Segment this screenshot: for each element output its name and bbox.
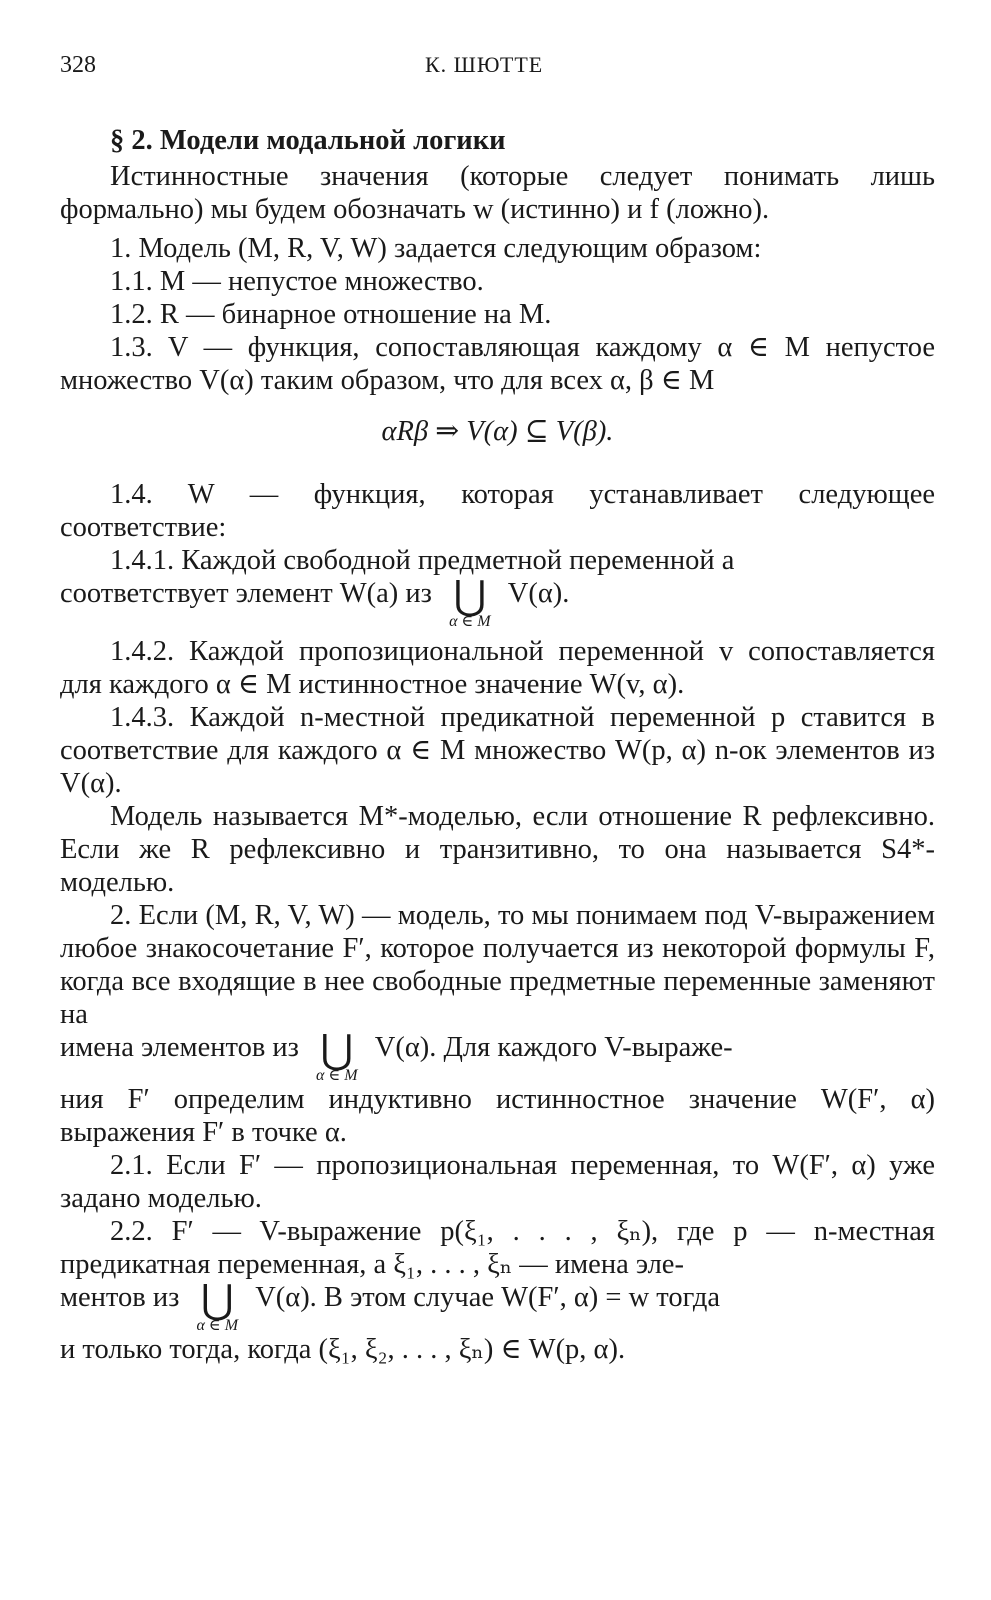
paragraph-2-2-text: ментов из xyxy=(60,1282,180,1313)
paragraph-1-4-3: 1.4.3. Каждой n-местной предикатной переменной p ставится в соответствие для каждого α ∈ M множество W(p, α) n-ок элементов из V(α). xyxy=(60,702,935,799)
page-number: 328 xyxy=(60,52,96,78)
paragraph-1-4: 1.4. W — функция, которая устанавливает следующее соответствие: xyxy=(60,479,935,543)
paragraph-2-union-line xyxy=(60,1027,935,1084)
section-heading: § 2. Модели модальной логики xyxy=(110,125,506,156)
paragraph-1: 1. Модель (M, R, V, W) задается следующим образом: xyxy=(110,233,762,264)
paragraph-2-tail: V(α). Для каждого V-выраже- xyxy=(374,1032,733,1063)
union-subscript: α ∈ M xyxy=(196,1317,239,1334)
page-header xyxy=(60,52,935,88)
union-subscript: α ∈ M xyxy=(449,613,491,630)
paragraph-1-2: 1.2. R — бинарное отношение на M. xyxy=(110,299,552,330)
union-symbol: ⋃ xyxy=(320,1027,354,1072)
union-operator xyxy=(449,573,491,631)
paragraph-2-2-last-line: и только тогда, когда (ξ₁, ξ₂, . . . , ξₙ) ∈ W(p, α). xyxy=(60,1334,626,1365)
display-formula: αRβ ⇒ V(α) ⊆ V(β). xyxy=(381,416,614,447)
paragraph-2-text: имена элементов из xyxy=(60,1032,299,1063)
paragraph-1-4-1-first-line: 1.4.1. Каждой свободной предметной переменной a xyxy=(110,545,735,576)
running-title: К. ШЮТТЕ xyxy=(425,52,544,77)
intro-paragraph: Истинностные значения (которые следует понимать лишь формально) мы будем обозначать w (истинно) и f (ложно). xyxy=(60,161,935,225)
paragraph-1-4-2: 1.4.2. Каждой пропозициональной переменной v сопоставляется для каждого α ∈ M истинностное значение W(v, α). xyxy=(60,636,935,700)
paragraph-1-4-1-text: соответствует элемент W(a) из xyxy=(60,578,432,609)
paragraph-2-2-tail: V(α). В этом случае W(F′, α) = w тогда xyxy=(255,1282,721,1313)
paragraph-1-4-1-tail: V(α). xyxy=(507,578,570,609)
union-operator xyxy=(196,1277,239,1335)
paragraph-1-1: 1.1. M — непустое множество. xyxy=(110,266,484,297)
paragraph-1-4-1-second-line xyxy=(60,573,935,630)
union-symbol: ⋃ xyxy=(453,573,487,618)
paragraph-2-2: 2.2. F′ — V-выражение p(ξ₁, . . . , ξₙ), где p — n-местная предикатная переменная, а ξ₁, . . . , ξₙ — имена эле- xyxy=(60,1216,935,1280)
paragraph-1-3: 1.3. V — функция, сопоставляющая каждому α ∈ M непустое множество V(α) таким образом, что для всех α, β ∈ M xyxy=(60,332,935,396)
union-operator xyxy=(316,1027,358,1085)
paragraph-2-1: 2.1. Если F′ — пропозициональная переменная, то W(F′, α) уже задано моделью. xyxy=(60,1150,935,1214)
paragraph-2-continuation: ния F′ определим индуктивно истинностное значение W(F′, α) выражения F′ в точке α. xyxy=(60,1084,935,1148)
union-subscript: α ∈ M xyxy=(316,1067,358,1084)
page-body xyxy=(60,124,935,1366)
paragraph-2: 2. Если (M, R, V, W) — модель, то мы понимаем под V-выражением любое знакосочетание F′, которое получается из некоторой формулы F, когда все входящие в нее свободные предметные переменные заменяют на xyxy=(60,900,935,1030)
union-symbol: ⋃ xyxy=(200,1277,234,1322)
paragraph-2-2-union-line xyxy=(60,1277,935,1334)
model-definition-paragraph: Модель называется M*-моделью, если отношение R рефлексивно. Если же R рефлексивно и транзитивно, то она называется S4*-моделью. xyxy=(60,801,935,898)
